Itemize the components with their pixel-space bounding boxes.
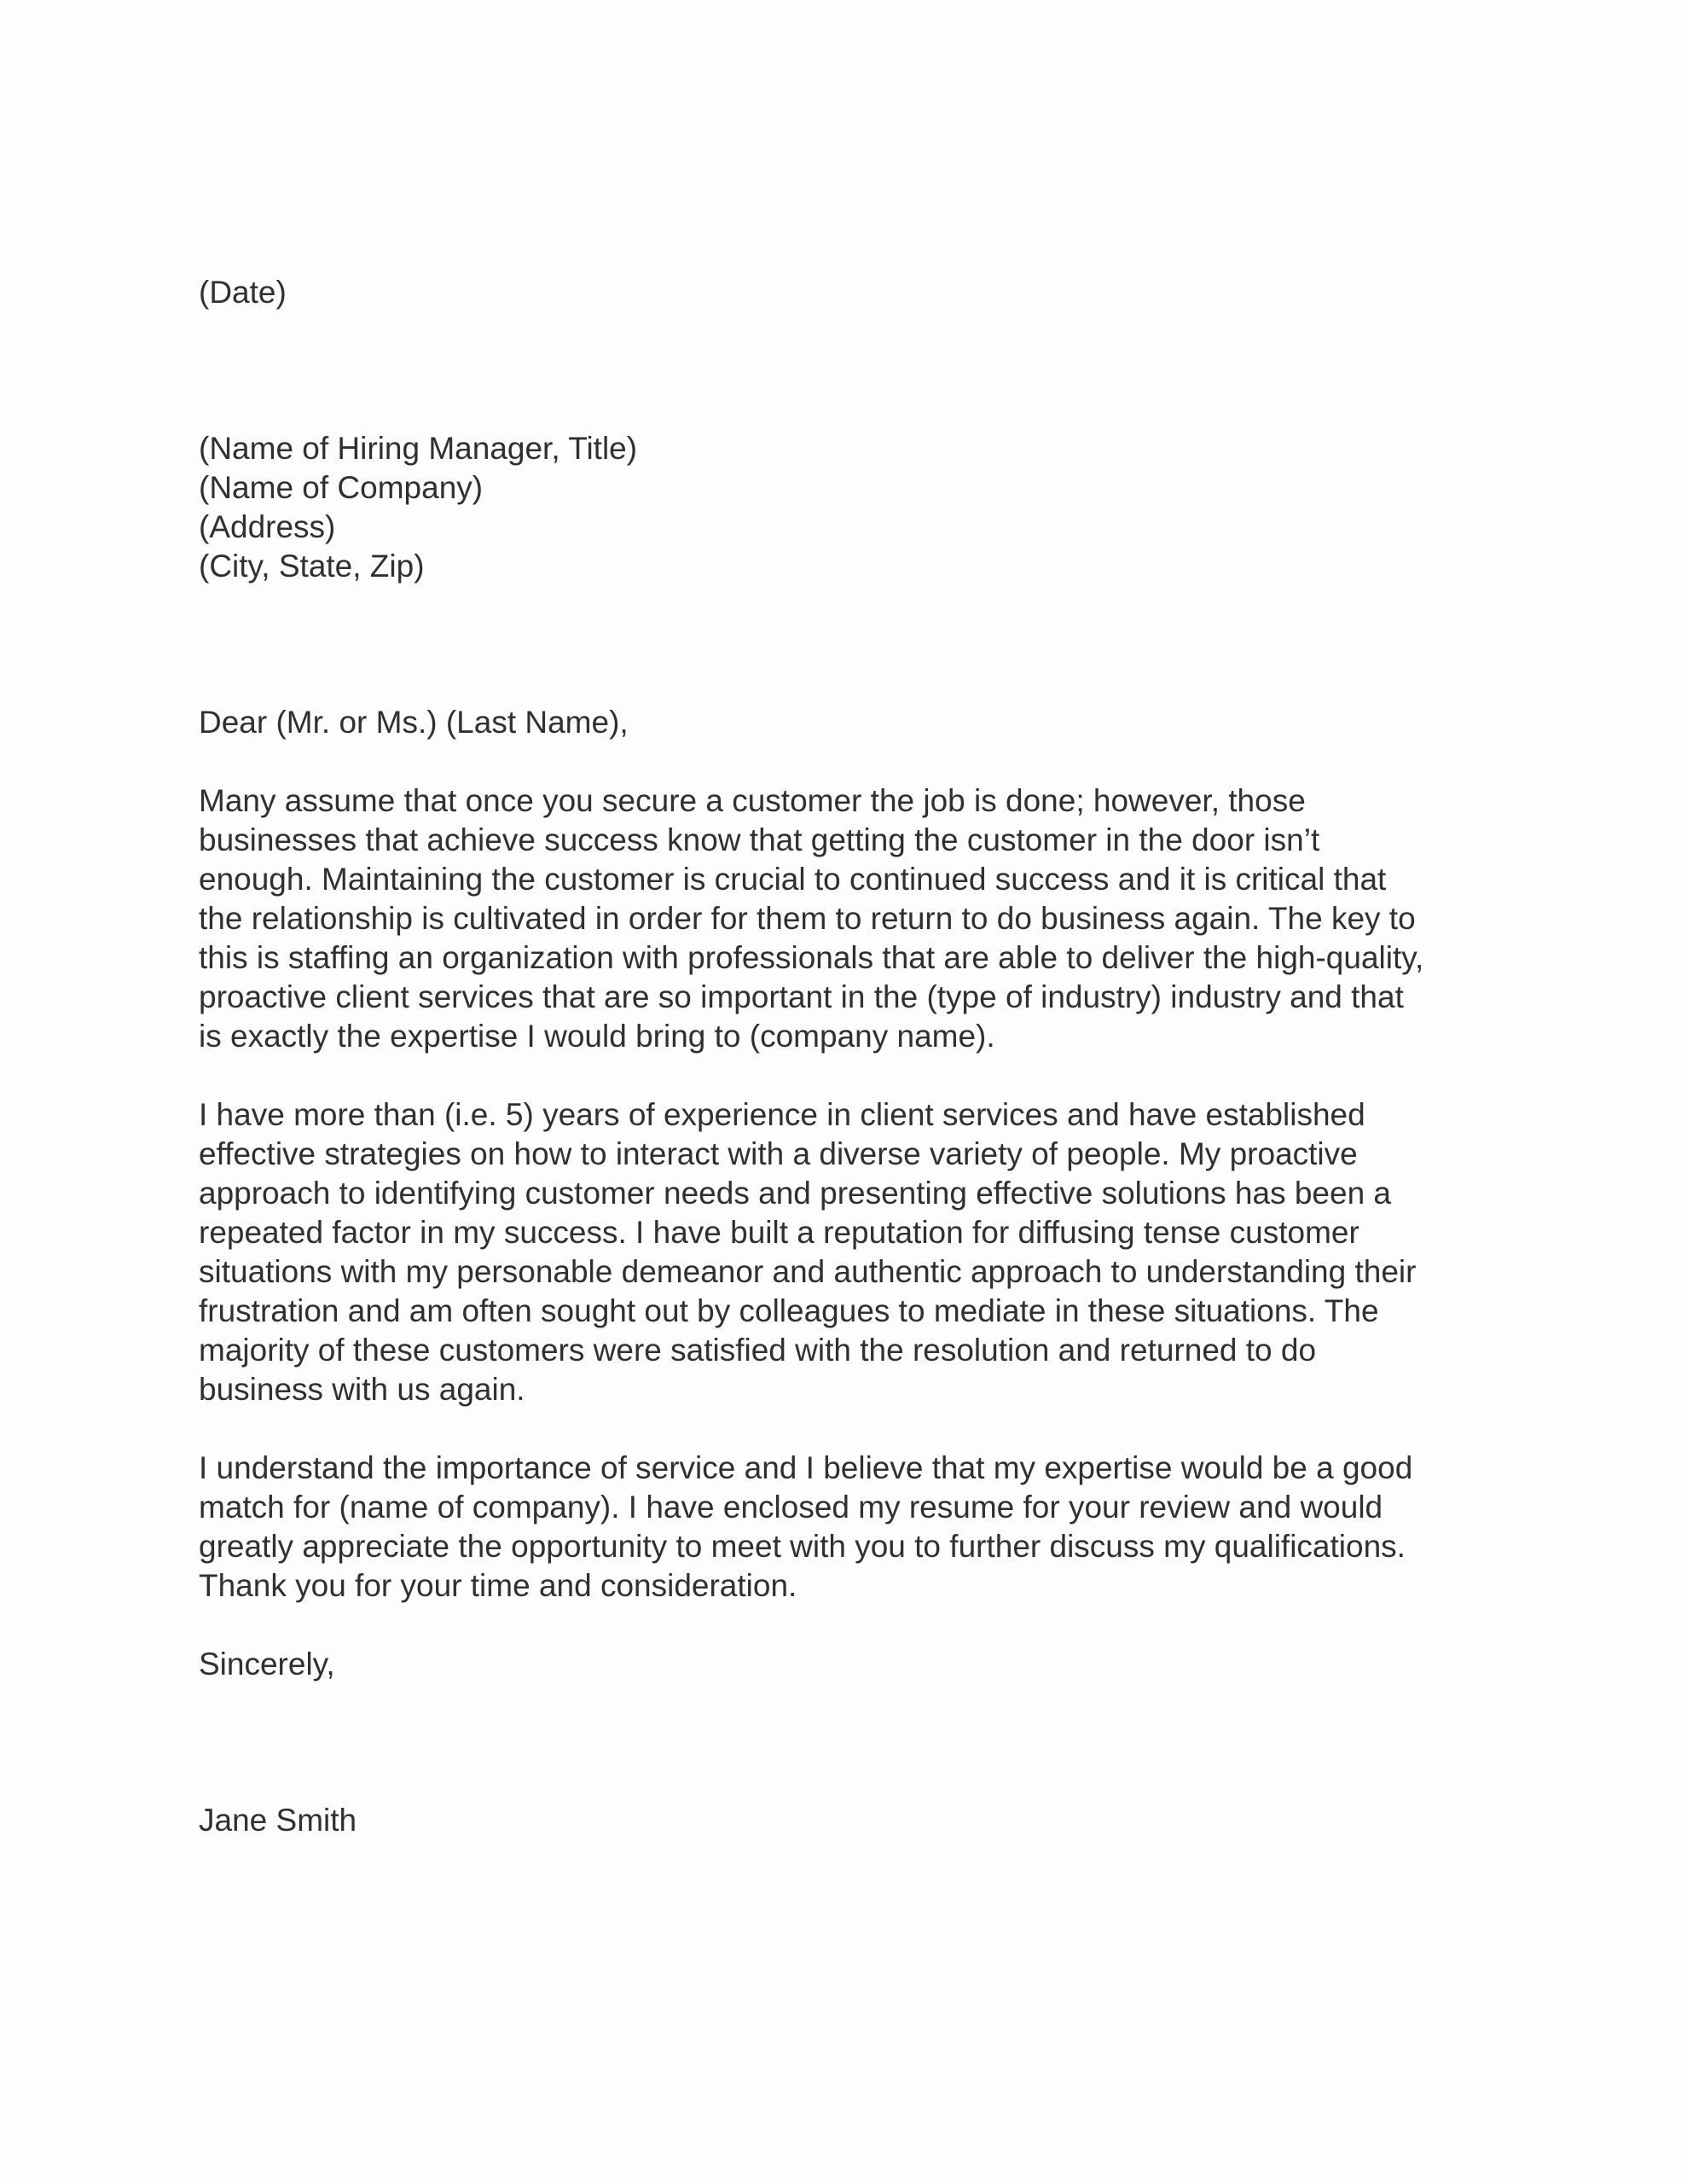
paragraph-line: proactive client services that are so important in the (type of industry) industry and that — [199, 979, 1404, 1014]
paragraph-line: majority of these customers were satisfied with the resolution and returned to do — [199, 1333, 1317, 1368]
paragraph-line: frustration and am often sought out by colleagues to mediate in these situations. The — [199, 1293, 1379, 1328]
recipient-city-state-zip: (City, State, Zip) — [199, 549, 425, 584]
body-paragraph-3 — [199, 1449, 1529, 1606]
body-paragraph-2 — [199, 1095, 1529, 1409]
signature-name: Jane Smith — [199, 1803, 357, 1838]
recipient-name-title: (Name of Hiring Manager, Title) — [199, 431, 638, 466]
letter-date: (Date) — [199, 275, 287, 310]
paragraph-line: match for (name of company). I have enclosed my resume for your review and would — [199, 1490, 1383, 1525]
paragraph-line: effective strategies on how to interact with a diverse variety of people. My proactive — [199, 1136, 1358, 1171]
body-paragraph-1 — [199, 781, 1529, 1056]
cover-letter — [199, 273, 1529, 1840]
paragraph-line: approach to identifying customer needs and presenting effective solutions has been a — [199, 1176, 1392, 1211]
recipient-address: (Address) — [199, 509, 336, 544]
paragraph-line: I have more than (i.e. 5) years of experience in client services and have established — [199, 1097, 1365, 1132]
paragraph-line: situations with my personable demeanor and authentic approach to understanding their — [199, 1254, 1417, 1289]
paragraph-line: greatly appreciate the opportunity to meet with you to further discuss my qualifications. — [199, 1529, 1406, 1564]
recipient-address-block — [199, 429, 1529, 586]
paragraph-line: this is staffing an organization with professionals that are able to deliver the high-quality, — [199, 940, 1424, 975]
paragraph-line: businesses that achieve success know that getting the customer in the door isn’t — [199, 822, 1320, 857]
paragraph-line: enough. Maintaining the customer is crucial to continued success and it is critical that — [199, 862, 1387, 897]
paragraph-line: the relationship is cultivated in order for them to return to do business again. The key to — [199, 901, 1416, 936]
recipient-company: (Name of Company) — [199, 470, 484, 505]
salutation: Dear (Mr. or Ms.) (Last Name), — [199, 705, 629, 740]
paragraph-line: business with us again. — [199, 1372, 525, 1407]
paragraph-line: Thank you for your time and consideration. — [199, 1568, 797, 1603]
closing: Sincerely, — [199, 1647, 335, 1682]
paragraph-line: I understand the importance of service and I believe that my expertise would be a good — [199, 1450, 1413, 1485]
paragraph-line: Many assume that once you secure a customer the job is done; however, those — [199, 783, 1306, 818]
paragraph-line: repeated factor in my success. I have built a reputation for diffusing tense customer — [199, 1215, 1359, 1250]
paragraph-line: is exactly the expertise I would bring to (company name). — [199, 1019, 995, 1054]
